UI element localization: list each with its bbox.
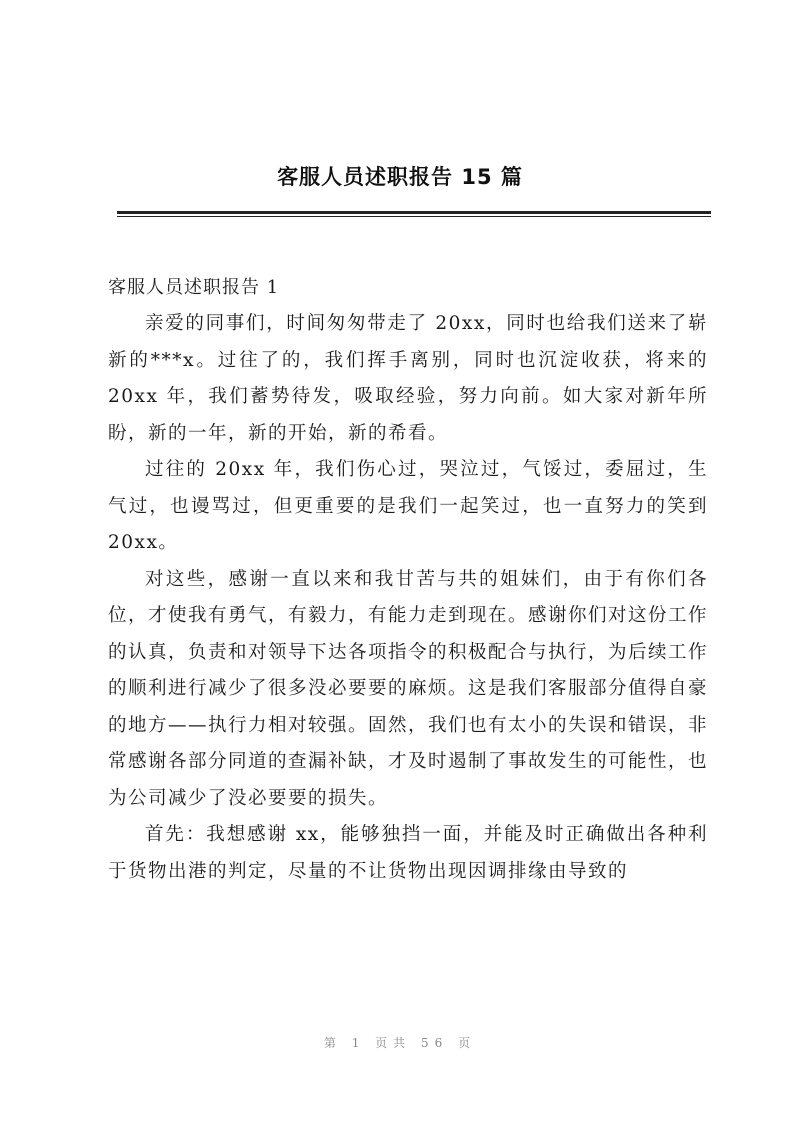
paragraph-past-year: 过往的 20xx 年，我们伤心过，哭泣过，气馁过，委屈过，生气过，也谩骂过，但更重要的是我们一起笑过，也一直努力的笑到 20xx。 [108, 459, 708, 553]
section-heading: 客服人员述职报告 1 [108, 277, 280, 298]
title-divider [117, 211, 711, 214]
paragraph-thanks: 对这些，感谢一直以来和我甘苦与共的姐妹们，由于有你们各位，才使我有勇气，有毅力，有能力走到现在。感谢你们对这份工作的认真，负责和对领导下达各项指令的积极配合与执行，为后续工作的顺利进行减少了很多没必要要的麻烦。这是我们客服部分值得自豪的地方——执行力相对较强。固然，我们也有太小的失误和错误，非常感谢各部分同道的查漏补缺，才及时遏制了事故发生的可能性，也为公司减少了没必要要的损失。 [108, 568, 709, 809]
document-title: 客服人员述职报告 15 篇 [277, 165, 523, 189]
page-number-footer: 第 1 页共 56 页 [323, 1036, 477, 1050]
title-divider-thin [117, 216, 711, 217]
paragraph-greeting: 亲爱的同事们，时间匆匆带走了 20xx，同时也给我们送来了崭新的***x。过往了的，我们挥手离别，同时也沉淀收获，将来的 20xx 年，我们蓄势待发，吸取经验，努力向前。如大家对新年所盼，新的一年，新的开始，新的希看。 [108, 313, 708, 444]
document-body [108, 270, 708, 890]
paragraph-first: 首先：我想感谢 xx，能够独挡一面，并能及时正确做出各种利于货物出港的判定，尽量的不让货物出现因调排缘由导致的 [108, 824, 708, 882]
